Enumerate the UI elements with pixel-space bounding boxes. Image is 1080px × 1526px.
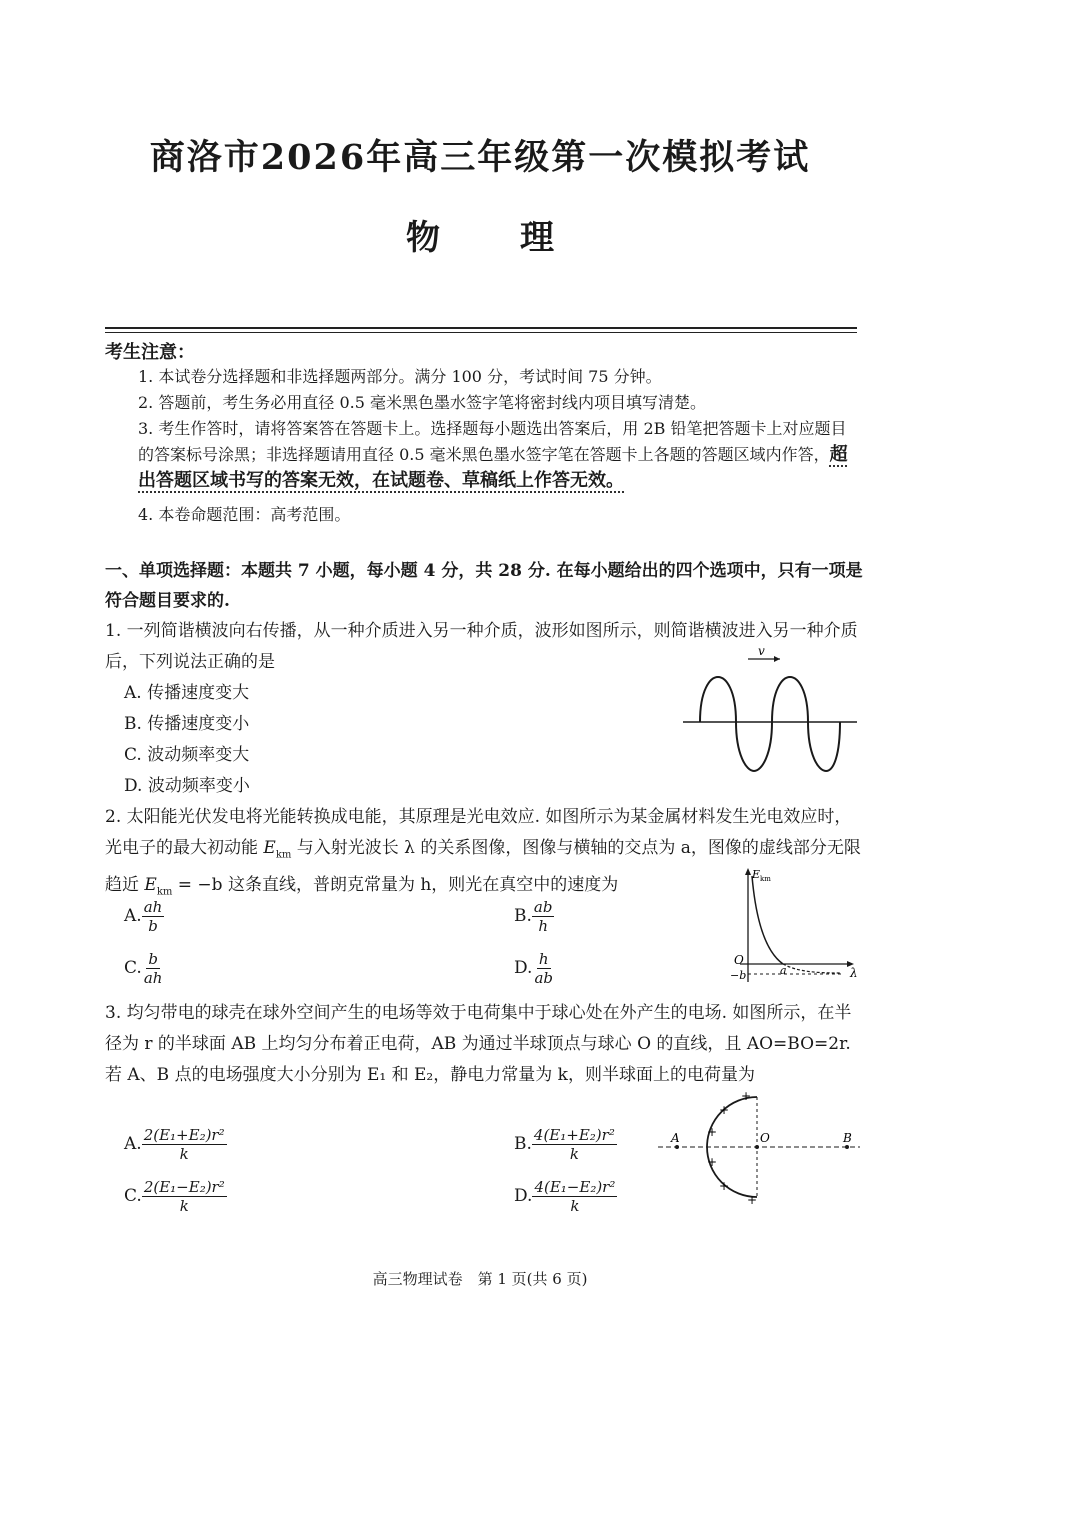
y-axis-arrow [745,868,751,875]
q2-stem-part-3: = −b 这条直线，普朗克常量为 h，则光在真空中的速度为 [172,875,619,896]
q2-option-a: A. $\frac{ah}{b}$ [124,898,163,935]
header-rule-thin [105,332,857,333]
question-1-stem: 1. 一列简谐横波向右传播，从一种介质进入另一种介质，波形如图所示，则简谐横波进入另一种介质后，下列说法正确的是 [105,621,858,672]
header-rule [105,327,857,329]
page-footer: 高三物理试卷 第 1 页(共 6 页) [372,1270,588,1288]
q2-ekm-sub: km [275,849,292,861]
velocity-label: v [758,645,765,658]
point-b [845,1145,849,1149]
section-1-heading: 一、单项选择题：本题共 7 小题，每小题 4 分，共 28 分. 在每小题给出的四个选项中，只有一项是符合题目要求的. [105,561,863,611]
ekm-curve-dashed [783,964,840,973]
q2-graph-figure [728,862,863,987]
q2-ekm-symbol-2: E [144,875,157,896]
q2-ekm-sub-2: km [156,886,173,898]
notice-item-3 [138,416,860,494]
q2-ekm-symbol: E [263,838,276,858]
q3-option-d: D. $\frac{\text{4(E₁−E₂)r²}}{k}$ [514,1178,616,1215]
q1-option-a: A. 传播速度变大 [124,683,250,703]
subject-title: 物理 [406,218,634,258]
point-a [675,1145,679,1149]
a-label: a [780,964,787,977]
label-a: A [671,1131,680,1145]
y-axis-label: E [752,868,761,881]
q2-option-b: B. $\frac{ab}{h}$ [514,898,553,935]
exam-title: 商洛市2026年高三年级第一次模拟考试 [149,137,811,178]
lambda-label: λ [850,966,858,980]
q3-hemisphere-figure [655,1090,865,1205]
plus-sign: + [719,1179,730,1193]
notice-item-1: 1. 本试卷分选择题和非选择题两部分。满分 100 分，考试时间 75 分钟。 [138,367,662,386]
y-axis-label-sub: km [760,875,771,883]
q3-option-c: C. $\frac{\text{2(E₁−E₂)r²}}{k}$ [124,1178,225,1215]
plus-sign: + [747,1193,758,1205]
wave-curve [700,677,840,771]
plus-sign: + [707,1155,718,1169]
label-b: B [843,1131,852,1145]
label-o: O [760,1131,770,1145]
q3-option-a: A. $\frac{\text{2(E₁+E₂)r²}}{k}$ [124,1126,225,1163]
q2-stem-part-1: 2. 太阳能光伏发电将光能转换成电能，其原理是光电效应. 如图所示为某金属材料发生光电效应时，光电子的最大初动能 [105,807,852,858]
q1-wave-figure [680,645,860,780]
plus-sign: + [707,1125,718,1139]
question-3-stem: 3. 均匀带电的球壳在球外空间产生的电场等效于电荷集中于球心处在外产生的电场. 如图所示，在半径为 r 的半球面 AB 上均匀分布着正电荷，AB 为通过半球顶点与球心 O 的直线，且 AO=BO=2r. 若 A、B 点的电场强度大小分别为 E₁ 和 E₂，静电力常量为 k，则半球面上的电荷量为 [105,1003,852,1085]
q1-option-d: D. 波动频率变小 [124,776,250,796]
q3-option-b: B. $\frac{\text{4(E₁+E₂)r²}}{k}$ [514,1126,615,1163]
origin-label: O [734,953,744,967]
q2-stem-part-2: 与入射光波长 λ 的关系图像，图像与横轴的交点为 a，图像的虚线部分无限趋近 [105,838,861,896]
notice-item-4: 4. 本卷命题范围：高考范围。 [138,505,351,524]
ekm-curve [752,876,783,964]
q2-option-c: C. $\frac{b}{ah}$ [124,950,163,987]
notice-item-3-text: 3. 考生作答时，请将答案答在答题卡上。选择题每小题选出答案后，用 2B 铅笔把答题卡上对应题目的答案标号涂黑；非选择题请用直径 0.5 毫米黑色墨水签字笔在答题卡上各题的答题区域内作答， [138,419,847,464]
plus-sign: + [741,1090,752,1103]
notice-heading: 考生注意： [105,342,195,363]
point-o [755,1145,759,1149]
notice-item-3-emphasis: 超出答题区域书写的答案无效，在试题卷、草稿纸上作答无效。 [138,444,848,491]
plus-sign: + [719,1103,730,1117]
notice-item-2: 2. 答题前，考生务必用直径 0.5 毫米黑色墨水签字笔将密封线内项目填写清楚。 [138,393,706,412]
neg-b-label: −b [730,969,747,982]
q1-option-c: C. 波动频率变大 [124,745,250,765]
q2-option-d: D. $\frac{h}{ab}$ [514,950,553,987]
q1-option-b: B. 传播速度变小 [124,714,250,734]
velocity-arrow-head [774,656,780,662]
